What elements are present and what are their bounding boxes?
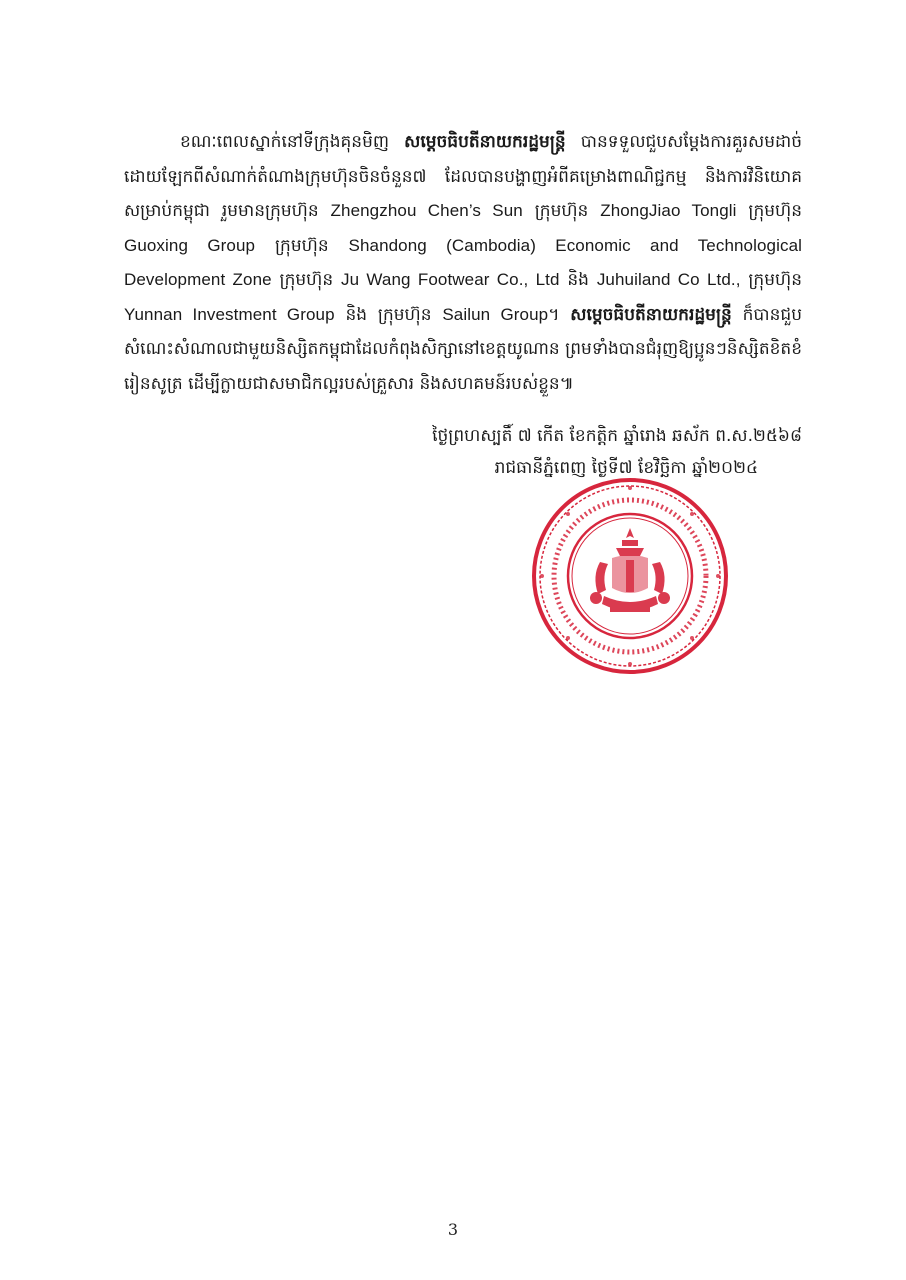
paragraph-segment: ក្រុមហ៊ុន (736, 201, 803, 221)
paragraph-segment: និង (559, 270, 597, 290)
solar-date: រាជធានីភ្នំពេញ ថ្ងៃទី៧ ខែវិច្ឆិកា ឆ្នាំ២០២៤ (494, 458, 758, 478)
lunar-date: ថ្ងៃព្រហស្បតិ៍ ៧ កើត ខែកត្តិក ឆ្នាំរោង ឆស័ក ព.ស.២៥៦៨ (432, 426, 802, 446)
paragraph-segment: ក្រុមហ៊ុន (255, 235, 349, 256)
paragraph-segment: និង ក្រុមហ៊ុន (334, 304, 443, 325)
paragraph-segment: ។ (548, 304, 571, 325)
company-name: ZhongJiao Tongli (600, 201, 737, 220)
paragraph-segment: ក្រុមហ៊ុន (271, 270, 341, 290)
paragraph-segment: ខណៈពេលស្នាក់នៅទីក្រុងគុនមិញ (180, 132, 405, 152)
official-seal-icon (530, 476, 730, 676)
paragraph-segment: ក៏បានជួបសំណេះសំណាលជាមួយនិស្សិតកម្ពុជាដែលកំពុងសិក្សានៅខេត្តយូណាន ព្រមទាំងបានជំរុញឱ្យប្អូនៗនិស្សិតខិតខំរៀនសូត្រ ដើម្បីក្លាយជាសមាជិកល្អរបស់គ្រួសារ និងសហគមន៍របស់ខ្លួន៕ (124, 304, 802, 394)
paragraph-segment: បានទទួលជួបសម្តែងការគួរសមដាច់ដោយឡែកពីសំណាក់តំណាងក្រុមហ៊ុនចិនចំនួន៧ ដែលបានបង្ហាញអំពីគម្រោងពាណិជ្ជកម្ម និងការវិនិយោគសម្រាប់កម្ពុជា រួមមានក្រុមហ៊ុន (124, 132, 802, 221)
company-name: Guoxing Group (124, 235, 256, 255)
paragraph-segment: ក្រុមហ៊ុន (522, 201, 601, 221)
company-name: Shandong (Cambodia) Economic and Technological Development Zone (124, 235, 803, 289)
company-name: Zhengzhou Chen’s Sun (330, 201, 523, 220)
page-number: 3 (447, 1220, 459, 1239)
company-name: Ju Wang Footwear Co., Ltd (341, 270, 560, 289)
company-name: Yunnan Investment Group (124, 304, 335, 324)
company-name: Juhuiland Co Ltd., (596, 270, 741, 289)
main-paragraph (124, 125, 802, 401)
company-name: Sailun Group (442, 304, 549, 324)
date-block (282, 420, 802, 484)
prime-minister-title: សម្តេចធិបតីនាយករដ្ឋមន្ត្រី (570, 304, 732, 325)
prime-minister-title: សម្តេចធិបតីនាយករដ្ឋមន្ត្រី (404, 132, 566, 152)
paragraph-segment: ក្រុមហ៊ុន (740, 270, 802, 290)
